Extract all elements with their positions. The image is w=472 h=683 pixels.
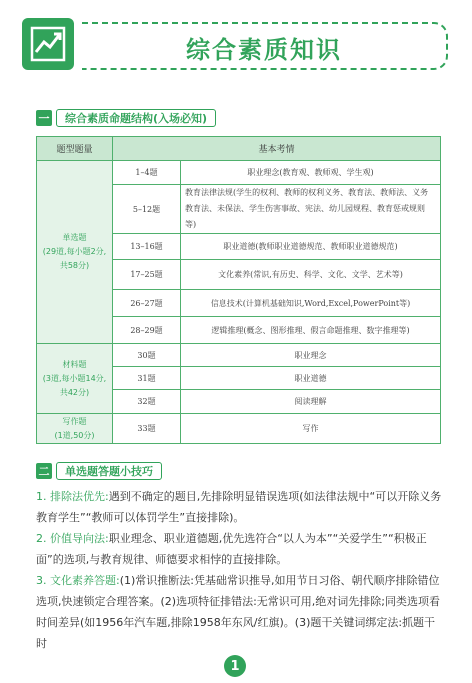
question-range: 28–29题 [113,317,181,344]
category-cell [37,161,113,344]
topic-cell: 阅读理解 [181,390,441,414]
tip-paragraph-3 [36,570,446,654]
section-title: 综合素质命题结构(入场必知) [56,109,216,127]
topic-cell: 文化素养(常识,有历史、科学、文化、文学、艺术等) [181,260,441,290]
section-heading-2 [36,462,162,480]
question-range: 1–4题 [113,161,181,185]
chart-growth-icon [22,18,74,70]
section-heading-1 [36,109,216,127]
category-name: 写作题 [62,416,87,426]
section-title: 单选题答题小技巧 [56,462,162,480]
section-number: 一 [36,110,52,126]
topic-cell: 教育法律法规(学生的权利、教师的权利义务、教育法、教师法、义务教育法、未保法、学生伤害事故、宪法、幼儿园规程、教育惩戒规则等) [181,185,441,234]
category-cell [37,344,113,414]
tip-paragraph-2 [36,528,446,570]
topic-cell: 职业道德 [181,367,441,390]
topic-cell: 信息技术(计算机基础知识,Word,Excel,PowerPoint等) [181,290,441,317]
question-range: 33题 [113,414,181,444]
question-range: 26–27题 [113,290,181,317]
table-header-cell: 基本考情 [113,137,441,161]
table-header-cell: 题型题量 [37,137,113,161]
tip-text: 遇到不确定的题目,先排除明显错误选项(如法律法规中“可以开除义务教育学生”“教师可以体罚学生”直接排除)。 [36,490,442,524]
question-range: 30题 [113,344,181,367]
question-range: 13–16题 [113,234,181,260]
question-range: 5–12题 [113,185,181,234]
tip-paragraph-1 [36,486,446,528]
tip-label: 3. 文化素养答题: [36,574,120,587]
topic-cell: 职业理念(教育观、教师观、学生观) [181,161,441,185]
topic-cell: 逻辑推理(概念、图形推理、假言命题推理、数字推理等) [181,317,441,344]
category-name: 单选题 [62,233,87,242]
table-row [37,161,441,185]
table-row [37,414,441,444]
tip-text: 职业理念、职业道德题,优先选符合“以人为本”“关爱学生”“积极正面”的选项,与教育规律、师德要求相悖的直接排除。 [36,532,427,566]
category-cell [37,414,113,444]
tip-label: 2. 价值导向法: [36,532,109,545]
topic-cell: 职业理念 [181,344,441,367]
page-title: 综合素质知识 [186,36,342,64]
page-header [22,18,450,74]
exam-structure-table [36,136,441,444]
category-detail: (29道,每小题2分,共58分) [42,247,107,270]
question-range: 31题 [113,367,181,390]
topic-cell: 写作 [181,414,441,444]
question-range: 32题 [113,390,181,414]
topic-cell: 职业道德(教师职业道德规范、教师职业道德规范) [181,234,441,260]
table-header-row [37,137,441,161]
title-frame [82,22,448,70]
category-detail: (3道,每小题14分,共42分) [42,373,107,397]
category-name: 材料题 [62,359,87,369]
section-number: 二 [36,463,52,479]
tip-label: 1. 排除法优先: [36,490,109,503]
tip-text: (1)常识推断法:凭基础常识推导,如用节日习俗、朝代顺序排除错位选项,快速锁定合理答案。(2)选项特征排错法:无常识可用,绝对词先排除;同类选项看时间差异(如1956年汽车题,排除1958年东风/红旗)。(3)题干关键词绑定法:抓题干时 [36,574,440,650]
question-range: 17–25题 [113,260,181,290]
page-number: 1 [224,655,246,677]
category-detail: (1道,50分) [54,430,95,440]
table-row [37,344,441,367]
